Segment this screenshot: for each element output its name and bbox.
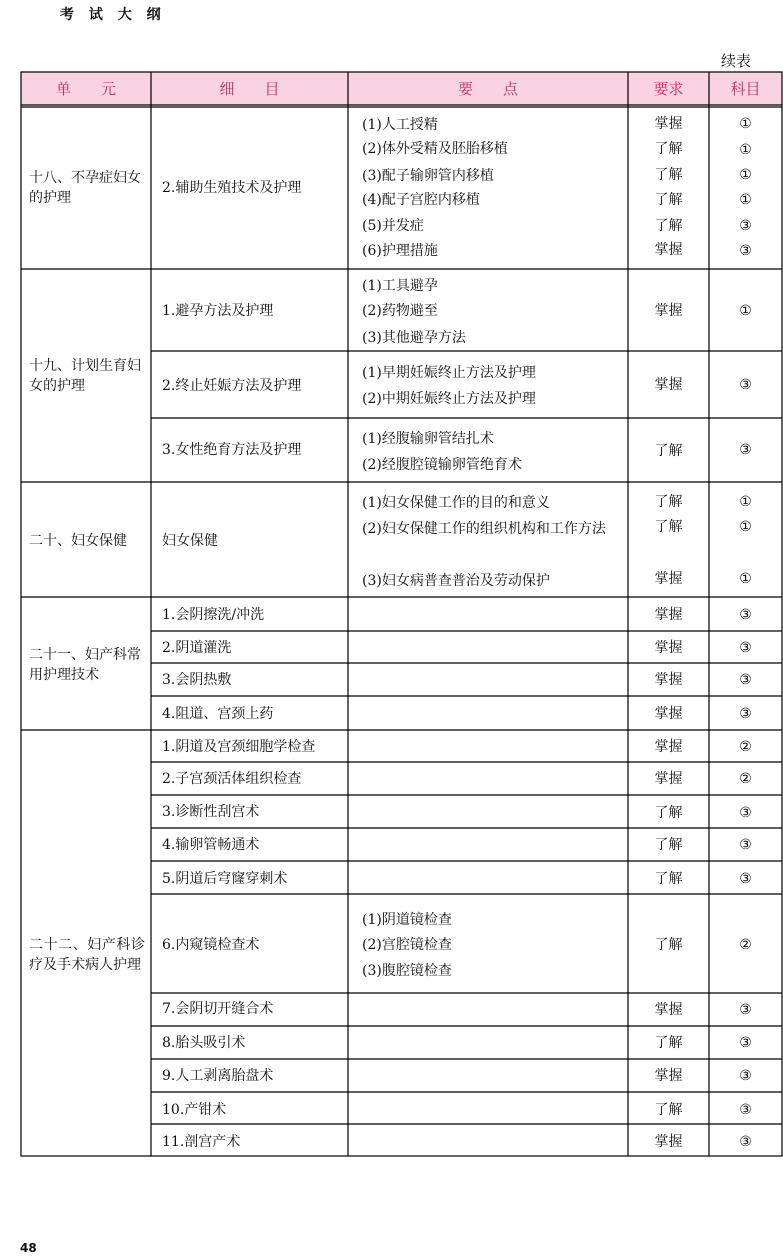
unit-name: 十八、不孕症妇女的护理 (29, 170, 141, 206)
column-header-subject: 科目 (730, 80, 761, 98)
point-text: (2)中期妊娠终止方法及护理 (362, 391, 536, 407)
requirement-text: 掌握 (654, 571, 683, 587)
requirement-text: 了解 (654, 218, 683, 234)
subject-text: ① (739, 116, 752, 132)
requirement-text: 掌握 (654, 242, 683, 258)
requirement-text: 掌握 (654, 1002, 683, 1018)
item-text: 11.剖宫产术 (162, 1134, 241, 1150)
subject-text: ③ (739, 1068, 752, 1084)
subject-text: ③ (739, 706, 752, 722)
point-text: (3)妇女病普查普治及劳动保护 (362, 573, 550, 589)
subject-text: ② (739, 937, 752, 953)
point-text: (3)配子输卵管内移植 (362, 168, 494, 184)
item-text: 妇女保健 (162, 533, 218, 549)
requirement-text: 掌握 (654, 672, 683, 688)
subject-text: ③ (739, 805, 752, 821)
item-text: 5.阴道后穹窿穿刺术 (162, 871, 288, 887)
point-text: (6)护理措施 (362, 243, 438, 259)
item-text: 10.产钳术 (162, 1102, 227, 1118)
requirement-text: 掌握 (654, 303, 683, 319)
subject-text: ③ (739, 1102, 752, 1118)
column-header-item: 细 目 (219, 80, 280, 98)
subject-text: ② (739, 771, 752, 787)
point-text: (2)妇女保健工作的组织机构和工作方法 (362, 521, 606, 537)
subject-text: ③ (739, 640, 752, 656)
point-text: (2)宫腔镜检查 (362, 937, 452, 953)
item-text: 6.内窥镜检查术 (162, 937, 260, 953)
requirement-text: 了解 (654, 443, 683, 459)
subject-text: ① (739, 167, 752, 183)
requirement-text: 了解 (654, 871, 683, 887)
subject-text: ③ (739, 1035, 752, 1051)
point-text: (1)工具避孕 (362, 278, 438, 294)
point-text: (1)阴道镜检查 (362, 912, 452, 928)
requirement-text: 了解 (654, 192, 683, 208)
requirement-text: 了解 (654, 937, 683, 953)
subject-text: ② (739, 739, 752, 755)
column-header-points: 要 点 (457, 80, 518, 98)
subject-text: ① (739, 303, 752, 319)
subject-text: ③ (739, 837, 752, 853)
subject-text: ① (739, 142, 752, 158)
item-text: 3.女性绝育方法及护理 (162, 442, 302, 458)
subject-text: ③ (739, 607, 752, 623)
requirement-text: 掌握 (654, 607, 683, 623)
point-text: (4)配子宫腔内移植 (362, 192, 480, 208)
unit-name: 二十二、妇产科诊疗及手术病人护理 (29, 937, 145, 973)
requirement-text: 了解 (654, 167, 683, 183)
item-text: 9.人工剥离胎盘术 (162, 1068, 274, 1084)
subject-text: ① (739, 571, 752, 587)
requirement-text: 了解 (654, 837, 683, 853)
subject-text: ③ (739, 442, 752, 458)
requirement-text: 掌握 (654, 116, 683, 132)
item-text: 7.会阴切开缝合术 (162, 1001, 274, 1017)
requirement-text: 了解 (654, 141, 683, 157)
column-header-unit: 单 元 (55, 80, 116, 98)
subject-text: ① (739, 494, 752, 510)
item-text: 2.辅助生殖技术及护理 (162, 180, 302, 196)
column-header-requirement: 要求 (653, 80, 684, 98)
subject-text: ③ (739, 871, 752, 887)
item-text: 1.阴道及宫颈细胞学检查 (162, 739, 316, 755)
item-text: 1.避孕方法及护理 (162, 303, 274, 319)
requirement-text: 了解 (654, 1102, 683, 1118)
requirement-text: 掌握 (654, 706, 683, 722)
point-text: (1)早期妊娠终止方法及护理 (362, 365, 536, 381)
requirement-text: 了解 (654, 1035, 683, 1051)
point-text: (1)人工授精 (362, 117, 438, 133)
requirement-text: 了解 (654, 805, 683, 821)
subject-text: ③ (739, 243, 752, 259)
point-text: (2)药物避至 (362, 303, 438, 319)
requirement-text: 掌握 (654, 771, 683, 787)
point-text: (1)经腹输卵管结扎术 (362, 431, 494, 447)
point-text: (3)腹腔镜检查 (362, 963, 452, 979)
continued-label: 续表 (721, 52, 752, 70)
subject-text: ① (739, 519, 752, 535)
subject-text: ③ (739, 218, 752, 234)
subject-text: ③ (739, 1134, 752, 1150)
page-number: 48 (20, 1241, 37, 1255)
requirement-text: 了解 (654, 519, 683, 535)
requirement-text: 掌握 (654, 739, 683, 755)
unit-name: 二十、妇女保健 (29, 533, 127, 549)
point-text: (1)妇女保健工作的目的和意义 (362, 495, 550, 511)
item-text: 3.诊断性刮宫术 (162, 804, 260, 820)
requirement-text: 掌握 (654, 1068, 683, 1084)
subject-text: ③ (739, 1002, 752, 1018)
item-text: 4.阻道、宫颈上药 (162, 706, 274, 722)
subject-text: ③ (739, 377, 752, 393)
item-text: 4.输卵管畅通术 (162, 837, 260, 853)
subject-text: ① (739, 192, 752, 208)
point-text: (2)体外受精及胚胎移植 (362, 141, 508, 157)
unit-name: 二十一、妇产科常用护理技术 (29, 647, 141, 683)
unit-name: 十九、计划生育妇女的护理 (29, 358, 141, 394)
page-header: 考 试 大 纲 (60, 7, 166, 23)
item-text: 1.会阴擦洗/冲洗 (162, 607, 265, 623)
requirement-text: 掌握 (654, 1134, 683, 1150)
subject-text: ③ (739, 672, 752, 688)
item-text: 2.阴道灌洗 (162, 640, 232, 656)
requirement-text: 了解 (654, 494, 683, 510)
item-text: 3.会阴热敷 (162, 672, 232, 688)
item-text: 2.终止妊娠方法及护理 (162, 378, 302, 394)
requirement-text: 掌握 (654, 640, 683, 656)
point-text: (2)经腹腔镜输卵管绝育术 (362, 457, 522, 473)
item-text: 2.子宫颈活体组织检查 (162, 771, 302, 787)
item-text: 8.胎头吸引术 (162, 1035, 246, 1051)
point-text: (3)其他避孕方法 (362, 330, 466, 346)
requirement-text: 掌握 (654, 377, 683, 393)
point-text: (5)并发症 (362, 218, 424, 234)
